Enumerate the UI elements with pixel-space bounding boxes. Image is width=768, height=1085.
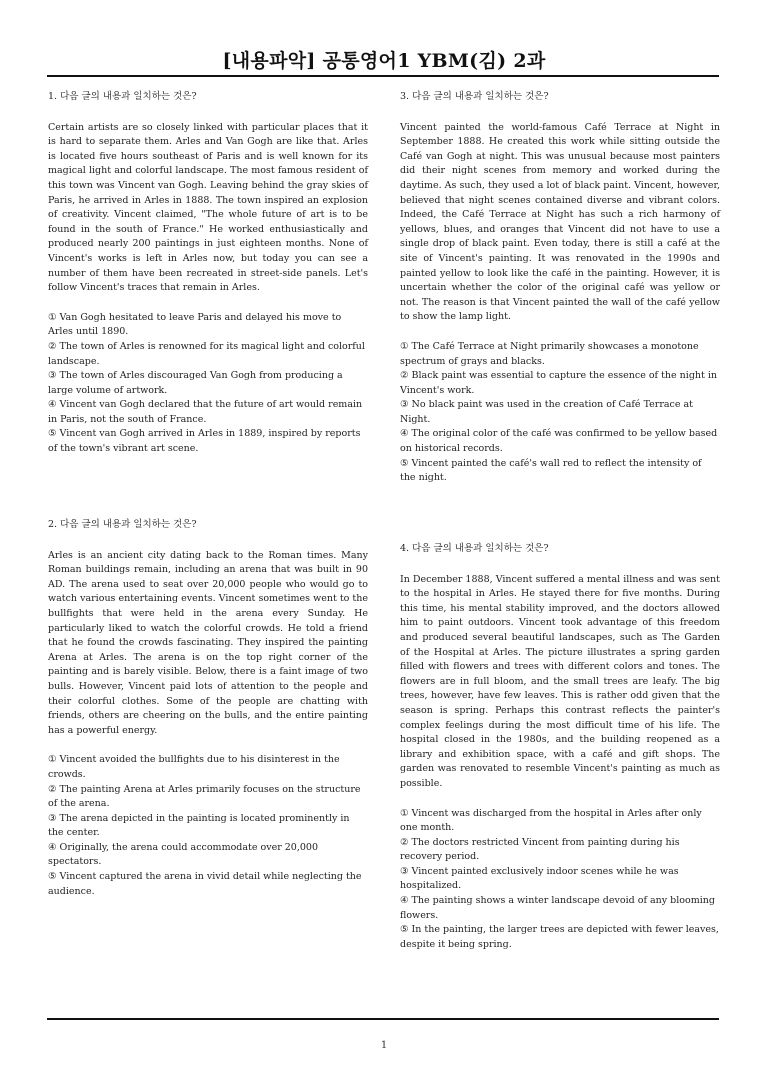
passage: In December 1888, Vincent suffered a mental illness and was sent to the hospital in Arles. He stayed there for five months. During this time, his mental stability improved, and the doctors allowed him to paint outdoors. Vincent took advantage of this freedom and produced several beautiful landscapes, such as The Garden of the Hospital at Arles. The picture illustrates a spring garden filled with flowers and trees with different colors and tones. The flowers are in full bloom, and the small trees are leafy. The big trees, however, have few leaves. This is rather odd given that the season is spring. Perhaps this contrast reflects the painter's complex feelings during the most difficult time of his life. The hospital closed in the 1980s, and the building reopened as a library and exhibition space, with a café and gift shops. The garden was renovated to resemble Vincent's painting as much as possible. [400, 573, 720, 789]
question-title: 3. 다음 글의 내용과 일치하는 것은? [400, 91, 549, 102]
top-divider [47, 75, 719, 77]
option-5[interactable]: ⑤ Vincent van Gogh arrived in Arles in 1889, inspired by reports of the town's vibrant art scene. [48, 428, 361, 455]
option-5[interactable]: ⑤ Vincent painted the café's wall red to reflect the intensity of the night. [400, 457, 702, 484]
option-1[interactable]: ① Vincent was discharged from the hospital in Arles after only one month. [400, 807, 702, 834]
left-column [48, 90, 368, 897]
question-1 [48, 90, 368, 457]
page-number: 1 [380, 1040, 388, 1051]
option-4[interactable]: ④ Vincent van Gogh declared that the future of art would remain in Paris, not the south of France. [48, 399, 363, 425]
option-2[interactable]: ② The painting Arena at Arles primarily focuses on the structure of the arena. [48, 783, 361, 810]
option-4[interactable]: ④ The painting shows a winter landscape devoid of any blooming flowers. [400, 895, 715, 921]
question-title: 2. 다음 글의 내용과 일치하는 것은? [48, 519, 197, 530]
option-4[interactable]: ④ The original color of the café was confirmed to be yellow based on historical records. [400, 428, 718, 455]
question-3 [400, 90, 720, 486]
option-5[interactable]: ⑤ In the painting, the larger trees are depicted with fewer leaves, despite it being spring. [400, 924, 719, 950]
option-3[interactable]: ③ Vincent painted exclusively indoor scenes while he was hospitalized. [400, 865, 679, 892]
question-title: 1. 다음 글의 내용과 일치하는 것은? [48, 91, 197, 102]
answer-options [400, 807, 720, 953]
page-title: [내용파악] 공통영어1 YBM(김) 2과 [222, 50, 546, 72]
option-1[interactable]: ① Vincent avoided the bullfights due to his disinterest in the crowds. [48, 754, 340, 780]
option-2[interactable]: ② The town of Arles is renowned for its magical light and colorful landscape. [48, 340, 365, 367]
passage: Vincent painted the world-famous Café Terrace at Night in September 1888. He created this work while sitting outside the Café van Gogh at night. This was unusual because most painters did their night scenes from memory and worked during the daytime. As such, they used a lot of black paint. Vincent, however, believed that night scenes contained diverse and vibrant colors. Indeed, the Café Terrace at Night has such a rich harmony of yellows, blues, and oranges that Vincent did not have to use a single drop of black paint. Even today, there is still a café at the site of Vincent's painting. It was renovated in the 1990s and painted yellow to look like the café in the painting. However, it is uncertain whether the color of the original café was yellow or not. The reason is that Vincent painted the wall of the café yellow to show the lamp light. [400, 121, 720, 323]
question-title: 4. 다음 글의 내용과 일치하는 것은? [400, 543, 549, 554]
option-1[interactable]: ① The Café Terrace at Night primarily showcases a monotone spectrum of grays and blacks. [400, 340, 699, 367]
option-5[interactable]: ⑤ Vincent captured the arena in vivid detail while neglecting the audience. [48, 871, 362, 897]
question-2 [48, 518, 368, 899]
option-2[interactable]: ② The doctors restricted Vincent from painting during his recovery period. [400, 836, 680, 863]
answer-options [48, 311, 368, 457]
answer-options [400, 340, 720, 486]
option-1[interactable]: ① Van Gogh hesitated to leave Paris and delayed his move to Arles until 1890. [48, 311, 342, 338]
option-4[interactable]: ④ Originally, the arena could accommodate over 20,000 spectators. [48, 841, 319, 868]
question-4 [400, 542, 720, 952]
bottom-divider [47, 1018, 719, 1020]
passage: Arles is an ancient city dating back to the Roman times. Many Roman buildings remain, including an arena that was built in 90 AD. The arena used to seat over 20,000 people who would go to watch various entertaining events. Vincent sometimes went to the bullfights that were held in the arena every Sunday. He particularly liked to watch the colorful crowds. He told a friend that he found the crowds fascinating. They inspired the painting Arena at Arles. The arena is on the top right corner of the painting and is barely visible. Below, there is a faint image of two bulls. However, Vincent paid lots of attention to the people and their colorful clothes. Some of the people are chatting with friends, others are cheering on the bulls, and the entire painting has a powerful energy. [48, 549, 368, 736]
option-3[interactable]: ③ The arena depicted in the painting is located prominently in the center. [48, 812, 350, 839]
answer-options [48, 753, 368, 899]
option-2[interactable]: ② Black paint was essential to capture the essence of the night in Vincent's work. [400, 370, 718, 396]
option-3[interactable]: ③ The town of Arles discouraged Van Gogh from producing a large volume of artwork. [48, 370, 343, 396]
passage: Certain artists are so closely linked with particular places that it is hard to separate them. Arles and Van Gogh are like that. Arles is located five hours southeast of Paris and is well known for its magical light and colorful landscape. The most famous resident of this town was Vincent van Gogh. Leaving behind the gray skies of Paris, he arrived in Arles in 1888. The town inspired an explosion of creativity. Vincent claimed, "The whole future of art is to be found in the south of France." He worked enthusiastically and produced nearly 200 paintings in just eighteen months. None of Vincent's works is left in Arles now, but today you can see a number of them have been recreated in street-side panels. Let's follow Vincent's traces that remain in Arles. [48, 121, 368, 294]
right-column [400, 90, 720, 950]
option-3[interactable]: ③ No black paint was used in the creation of Café Terrace at Night. [400, 399, 693, 425]
